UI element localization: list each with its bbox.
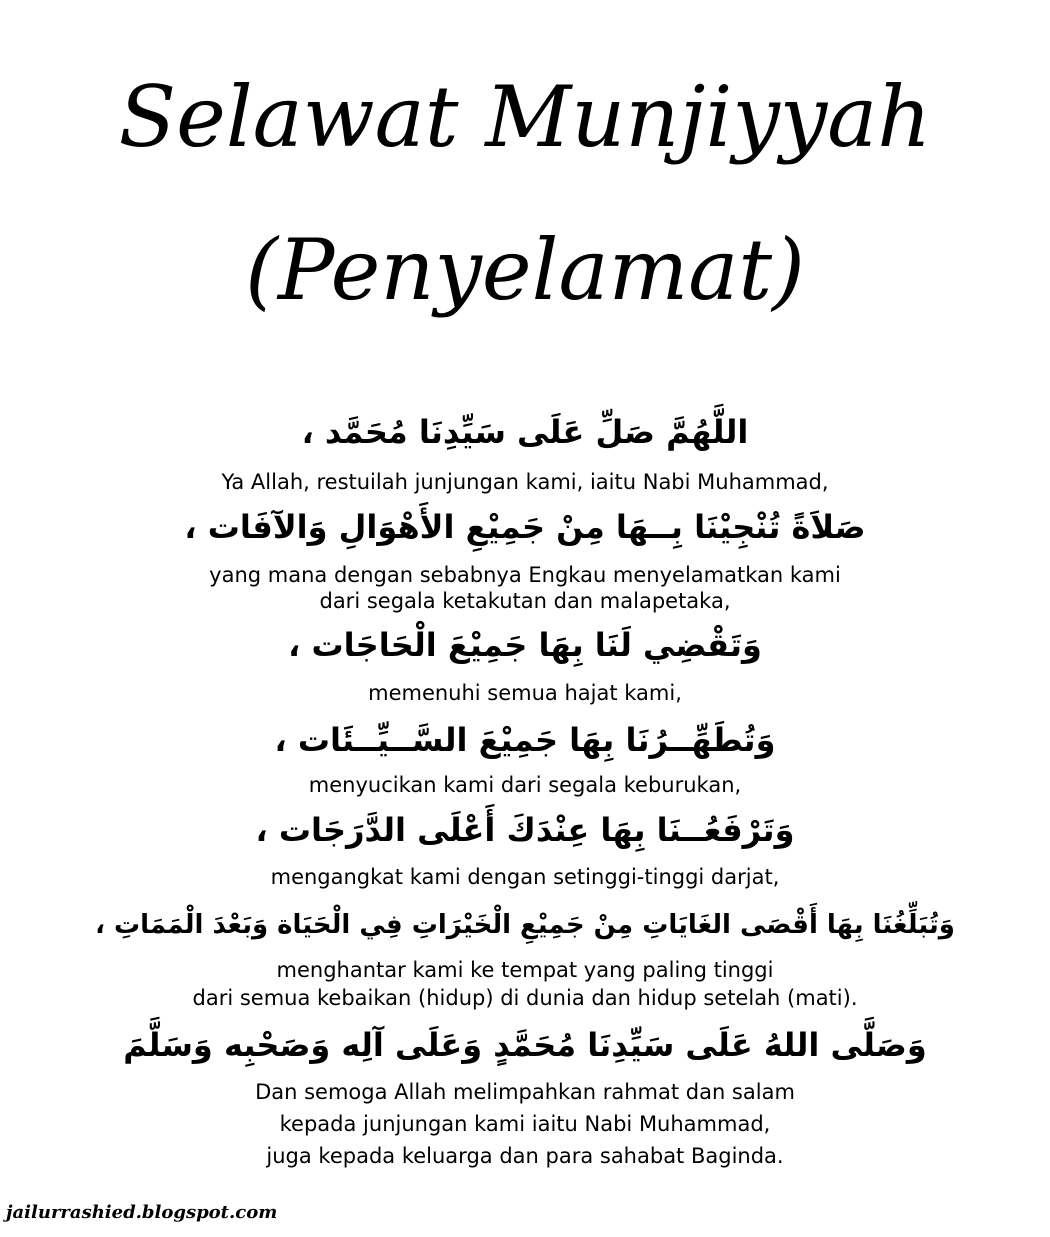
translation-5: mengangkat kami dengan setinggi-tinggi darjat, <box>270 865 780 889</box>
blog-url: jailurrashied.blogspot.com <box>6 1202 278 1223</box>
title-line-2: (Penyelamat) <box>245 221 805 319</box>
translation-2b: dari segala ketakutan dan malapetaka, <box>319 589 731 613</box>
arabic-verse-4: وَتُطَهِّــرُنَا بِهَا جَمِيْعَ السَّــيِّــئَات ، <box>274 721 776 759</box>
translation-7c: juga kepada keluarga dan para sahabat Baginda. <box>266 1144 784 1168</box>
translation-6a: menghantar kami ke tempat yang paling tinggi <box>276 958 774 982</box>
translation-2a: yang mana dengan sebabnya Engkau menyelamatkan kami <box>209 563 841 587</box>
translation-3: memenuhi semua hajat kami, <box>368 681 682 705</box>
arabic-verse-5: وَتَرْفَعُــنَا بِهَا عِنْدَكَ أَعْلَى الدَّرَجَات ، <box>255 811 795 849</box>
translation-7b: kepada junjungan kami iaitu Nabi Muhammad, <box>279 1112 771 1136</box>
translation-1: Ya Allah, restuilah junjungan kami, iaitu Nabi Muhammad, <box>221 470 829 494</box>
arabic-verse-6: وَتُبَلِّغُنَا بِهَا أَقْصَى الغَايَاتِ مِنْ جَمِيْعِ الْخَيْرَاتِ فِي الْحَيَاة وَبَعْدَ الْمَمَاتِ ، <box>95 910 955 940</box>
translation-4: menyucikan kami dari segala keburukan, <box>308 773 742 797</box>
translation-7a: Dan semoga Allah melimpahkan rahmat dan salam <box>255 1080 795 1104</box>
title-line-1: Selawat Munjiyyah <box>118 68 932 166</box>
arabic-verse-1: اللَّهُمَّ صَلِّ عَلَى سَيِّدِنَا مُحَمَّد ، <box>301 413 749 451</box>
arabic-verse-3: وَتَقْضِي لَنَا بِهَا جَمِيْعَ الْحَاجَات ، <box>288 626 762 664</box>
translation-6b: dari semua kebaikan (hidup) di dunia dan hidup setelah (mati). <box>192 986 858 1010</box>
arabic-verse-7: وَصَلَّى اللهُ عَلَى سَيِّدِنَا مُحَمَّدٍ وَعَلَى آلِه وَصَحْبِه وَسَلَّمَ <box>123 1026 927 1064</box>
arabic-verse-2: صَلاَةً تُنْجِيْنَا بِــهَا مِنْ جَمِيْعِ الأَهْوَالِ وَالآفَات ، <box>184 508 866 546</box>
